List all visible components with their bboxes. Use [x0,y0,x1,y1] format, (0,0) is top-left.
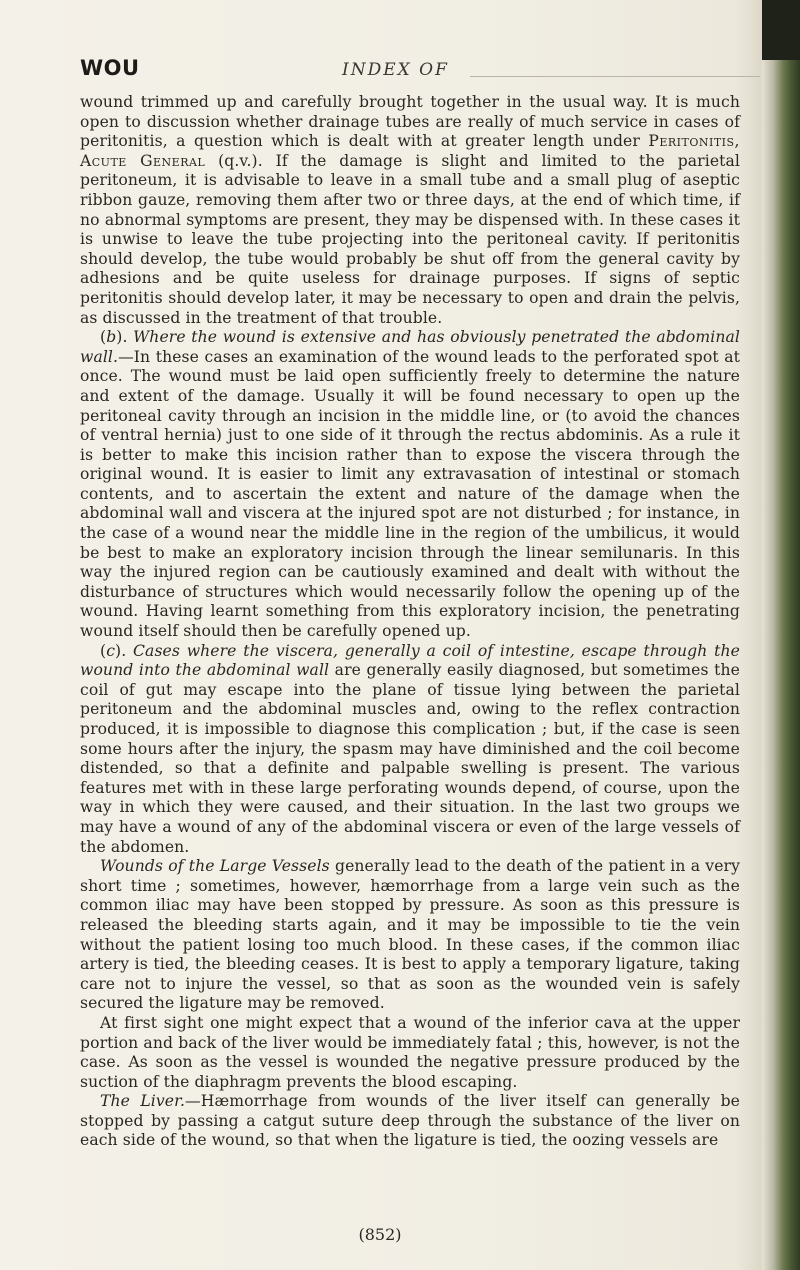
paragraph-p4 [80,857,740,1014]
text-segment: The Liver. [100,1092,186,1111]
text-segment: generally lead to the death of the patient in a very short time ; sometimes, however, hæmorrhage from a large vein such as the common iliac may have been stopped by pressure. As soon as this pressure is released the bleeding starts again, and it may be impossible to tie the vein without the patient losing too much blood. In these cases, if the common iliac artery is tied, the bleeding ceases. It is best to apply a temporary ligature, taking care not to injure the vessel, so that as soon as the wounded vein is safely secured the ligature may be removed. [80,857,741,1013]
page-header [0,56,760,86]
paragraph-p3 [80,642,740,858]
text-segment: At first sight one might expect that a wound of the inferior cava at the upper portion and back of the liver would be immediately fatal ; this, however, is not the case. As soon as the vessel is wounded the negative pressure produced by the suction of the diaphragm prevents the blood escaping. [80,1013,740,1091]
text-segment: wound trimmed up and carefully brought together in the usual way. It is much open to discussion whether drainage tubes are really of much service in cases of peritonitis, a question which is dealt with at greater length under [80,93,740,151]
text-segment: ). [116,328,134,347]
text-segment: ( [100,641,107,660]
body-text [80,93,740,1151]
text-segment: (q.v.). If the damage is slight and limited to the parietal peritoneum, it is advisable to leave in a small tube and a small plug of aseptic ribbon gauze, removing them after two or three days, at the end of which time, if no abnormal symptoms are present, they may be dispensed with. In these cases it is unwise to leave the tube projecting into the peritoneal cavity. If peritonitis should develop, the tube would probably be shut off from the general cavity by adhesions and be quite useless for drainage purposes. If signs of septic peritonitis should develop later, it may be necessary to open and drain the pelvis, as discussed in the treatment of that trouble. [80,151,741,327]
text-segment: c [106,641,116,660]
page-corner-shadow [762,0,800,60]
text-segment: b [106,328,117,347]
text-segment: Wounds of the Large Vessels [100,857,330,876]
page-header-title: INDEX OF [342,60,449,80]
paragraph-p1 [80,93,740,328]
paragraph-p2 [80,328,740,642]
text-segment: Peritonitis, Acute General [80,132,740,170]
page-number-text: (852) [358,1225,402,1244]
text-segment: ( [100,328,107,347]
text-segment: are generally easily diagnosed, but sometimes the coil of gut may escape into the plane of tissue lying between the parietal peritoneum and the abdominal muscles and, owing to the reflex contraction produced, it is impossible to diagnose this complication ; but, if the case is seen some hours after the injury, the spasm may have diminished and the coil become distended, so that a definite and palpable swelling is present. The various features met with in these large perforating wounds depend, of course, upon the way in which they were caused, and their situation. In the last two groups we may have a wound of any of the abdominal viscera or even of the large vessels of the abdomen. [80,661,740,856]
text-segment: —Hæmorrhage from wounds of the liver itself can generally be stopped by passing a catgut suture deep through the substance of the liver on each side of the wound, so that when the ligature is tied, the oozing vessels are [80,1092,740,1150]
text-segment: —In these cases an examination of the wound leads to the perforated spot at once. The wound must be laid open sufficiently freely to determine the nature and extent of the damage. Usually it will be found necessary to open up the peritoneal cavity through an incision in the middle line, or (to avoid the chances of ventral hernia) just to one side of it through the rectus abdominis. As a rule it is better to make this incision rather than to expose the viscera through the original wound. It is easier to limit any extravasation of intestinal or stomach contents, and to ascertain the extent and nature of the damage when the abdominal wall and viscera at the injured spot are not disturbed ; for instance, in the case of a wound near the middle line in the region of the umbilicus, it would be best to make an exploratory incision through the linear semilunaris. In this way the injured region can be cautiously examined and dealt with without the disturbance of structures which would necessarily follow the opening up of the wound. Having learnt something from this exploratory incision, the penetrating wound itself should then be carefully opened up. [80,347,740,641]
page-number [0,1225,800,1244]
text-segment: Cases where the viscera, generally a coil of intestine, escape through the wound into the abdominal wall [80,641,740,680]
text-segment: ). [115,641,134,660]
text-segment: Where the wound is extensive and has obviously penetrated the abdominal wall. [80,328,740,366]
page-edge [762,0,800,1270]
paragraph-p6 [80,1092,740,1151]
paragraph-p5 [80,1014,740,1092]
running-head: WOU [80,56,140,80]
header-rule [470,76,760,77]
